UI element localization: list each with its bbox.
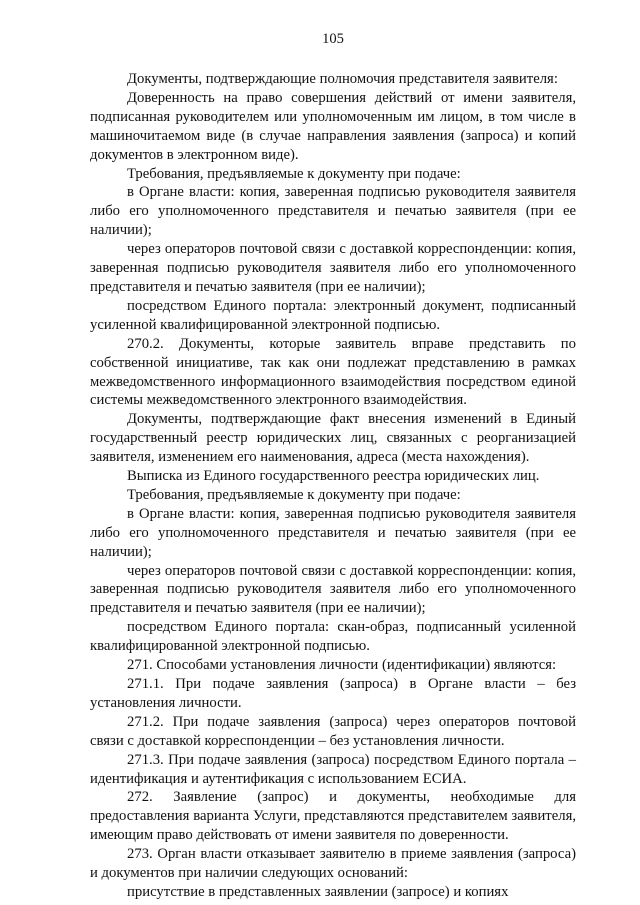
paragraph: Требования, предъявляемые к документу при подаче: — [127, 165, 461, 182]
paragraph: 272. Заявление (запрос) и документы, необходимые для предоставления варианта Услуги, представляются представителем заявителя, имеющим право действовать от имени заявителя по доверенности. — [90, 789, 576, 844]
paragraph: в Органе власти: копия, заверенная подписью руководителя заявителя либо его уполномоченного представителя и печатью заявителя (при ее наличии); — [90, 184, 576, 239]
paragraph: Выписка из Единого государственного реестра юридических лиц. — [127, 468, 540, 485]
paragraph: 271.2. При подаче заявления (запроса) через операторов почтовой связи с доставкой корреспонденции – без установления личности. — [90, 713, 576, 749]
document-body — [90, 70, 576, 902]
paragraph: 271. Способами установления личности (идентификации) являются: — [127, 657, 557, 674]
paragraph: посредством Единого портала: скан-образ, подписанный усиленной квалифицированной электронной подписью. — [90, 619, 576, 655]
paragraph: присутствие в представленных заявлении (запросе) и копиях — [127, 883, 509, 900]
paragraph: 271.3. При подаче заявления (запроса) посредством Единого портала – идентификация и аутентификация с использованием ЕСИА. — [90, 751, 576, 787]
paragraph: в Органе власти: копия, заверенная подписью руководителя заявителя либо его уполномоченного представителя и печатью заявителя (при ее наличии); — [90, 505, 576, 560]
paragraph: через операторов почтовой связи с доставкой корреспонденции: копия, заверенная подписью руководителя заявителя либо его уполномоченного представителя и печатью заявителя (при ее наличии); — [90, 562, 576, 617]
page-number: 105 — [322, 31, 344, 47]
paragraph: Документы, подтверждающие факт внесения изменений в Единый государственный реестр юридических лиц, связанных с реорганизацией заявителя, изменением его наименования, адреса (места нахождения). — [90, 411, 576, 466]
paragraph: посредством Единого портала: электронный документ, подписанный усиленной квалифицированной электронной подписью. — [90, 297, 576, 333]
paragraph: 273. Орган власти отказывает заявителю в приеме заявления (запроса) и документов при наличии следующих оснований: — [90, 846, 576, 882]
paragraph: Требования, предъявляемые к документу при подаче: — [127, 486, 461, 503]
paragraph: 270.2. Документы, которые заявитель вправе представить по собственной инициативе, так как они подлежат представлению в рамках межведомственного информационного взаимодействия посредством единой системы межведомственного электронного взаимодействия. — [90, 335, 576, 409]
paragraph: Документы, подтверждающие полномочия представителя заявителя: — [127, 71, 558, 87]
paragraph: 271.1. При подаче заявления (запроса) в Органе власти – без установления личности. — [90, 676, 576, 711]
paragraph: через операторов почтовой связи с доставкой корреспонденции: копия, заверенная подписью руководителя заявителя либо его уполномоченного представителя и печатью заявителя (при ее наличии); — [90, 241, 576, 295]
paragraph: Доверенность на право совершения действий от имени заявителя, подписанная руководителем или уполномоченным им лицом, в том числе в машиночитаемом виде (в случае направления заявления (запроса) и копий документов в электронном виде). — [90, 89, 576, 163]
